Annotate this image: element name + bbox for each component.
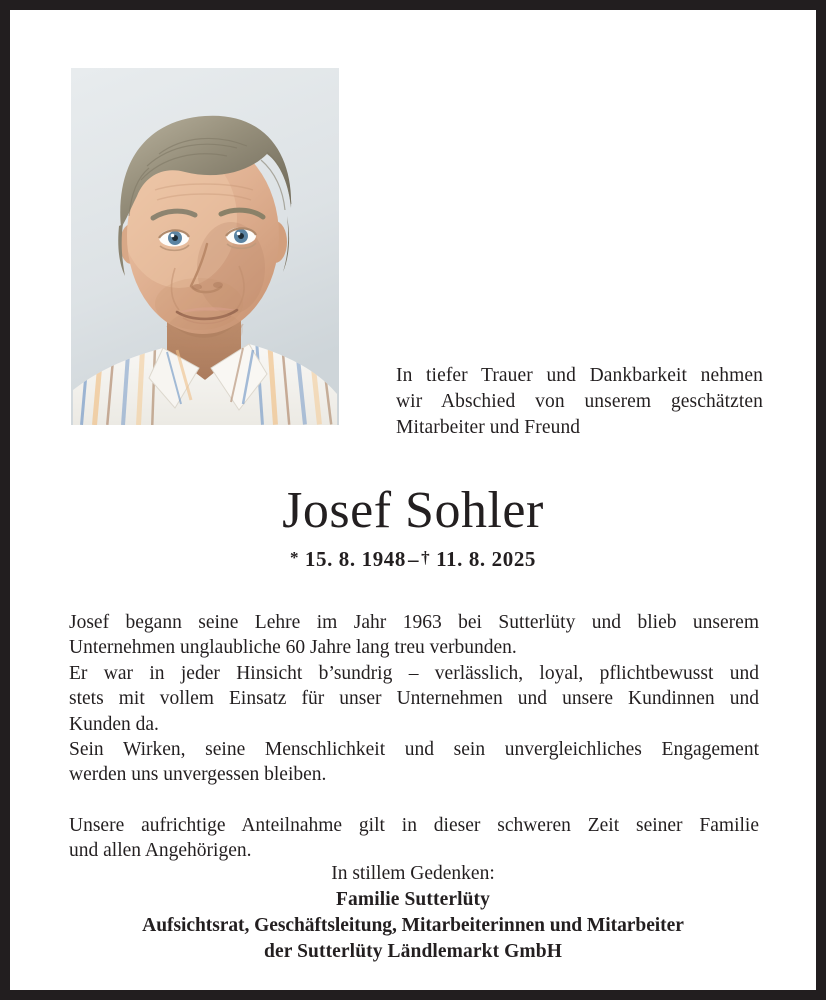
death-symbol-icon: † — [421, 548, 431, 567]
date-separator: – — [408, 547, 420, 572]
intro-line-2: wir Abschied von unserem geschätzten — [396, 391, 763, 412]
deceased-name: Josef Sohler — [282, 482, 544, 539]
body-line-4: stets mit vollem Einsatz für unser Unternehmen und unsere Kundinnen und — [69, 688, 759, 710]
body-line-1: Josef begann seine Lehre im Jahr 1963 bei Sutterlüty und blieb unserem — [69, 612, 759, 633]
birth-symbol-icon: * — [289, 548, 300, 567]
body-line-5: Kunden da. — [69, 713, 159, 735]
deceased-identity — [10, 482, 816, 572]
birth-date: 15. 8. 1948 — [304, 547, 407, 572]
intro-line-3: Mitarbeiter und Freund — [396, 417, 581, 438]
notice-content — [10, 10, 816, 990]
deceased-portrait-photo — [71, 68, 339, 425]
body-line-2: Unternehmen unglaubliche 60 Jahre lang treu verbunden. — [69, 637, 517, 659]
portrait-illustration — [71, 68, 339, 425]
body-line-8: Unsere aufrichtige Anteilnahme gilt in dieser schweren Zeit seiner Familie — [69, 814, 759, 836]
signature-family: Familie Sutterlüty — [336, 889, 490, 910]
body-line-3: Er war in jeder Hinsicht b’sundrig – verlässlich, loyal, pflichtbewusst und — [69, 662, 759, 684]
body-line-6: Sein Wirken, seine Menschlichkeit und sein unvergleichliches Engagement — [69, 739, 759, 761]
life-dates — [10, 545, 816, 572]
intro-line-1: In tiefer Trauer und Dankbarkeit nehmen — [396, 365, 763, 386]
signature-block — [10, 860, 816, 965]
obituary-body-text — [69, 610, 759, 864]
death-date: 11. 8. 2025 — [436, 547, 537, 572]
body-line-9: und allen Angehörigen. — [69, 840, 252, 862]
signature-roles: Aufsichtsrat, Geschäftsleitung, Mitarbeiterinnen und Mitarbeiter — [142, 915, 684, 936]
signature-intro: In stillem Gedenken: — [331, 863, 495, 884]
signature-company: der Sutterlüty Ländlemarkt GmbH — [264, 941, 562, 962]
body-line-7: werden uns unvergessen bleiben. — [69, 764, 327, 786]
mourning-intro-text — [396, 363, 763, 441]
